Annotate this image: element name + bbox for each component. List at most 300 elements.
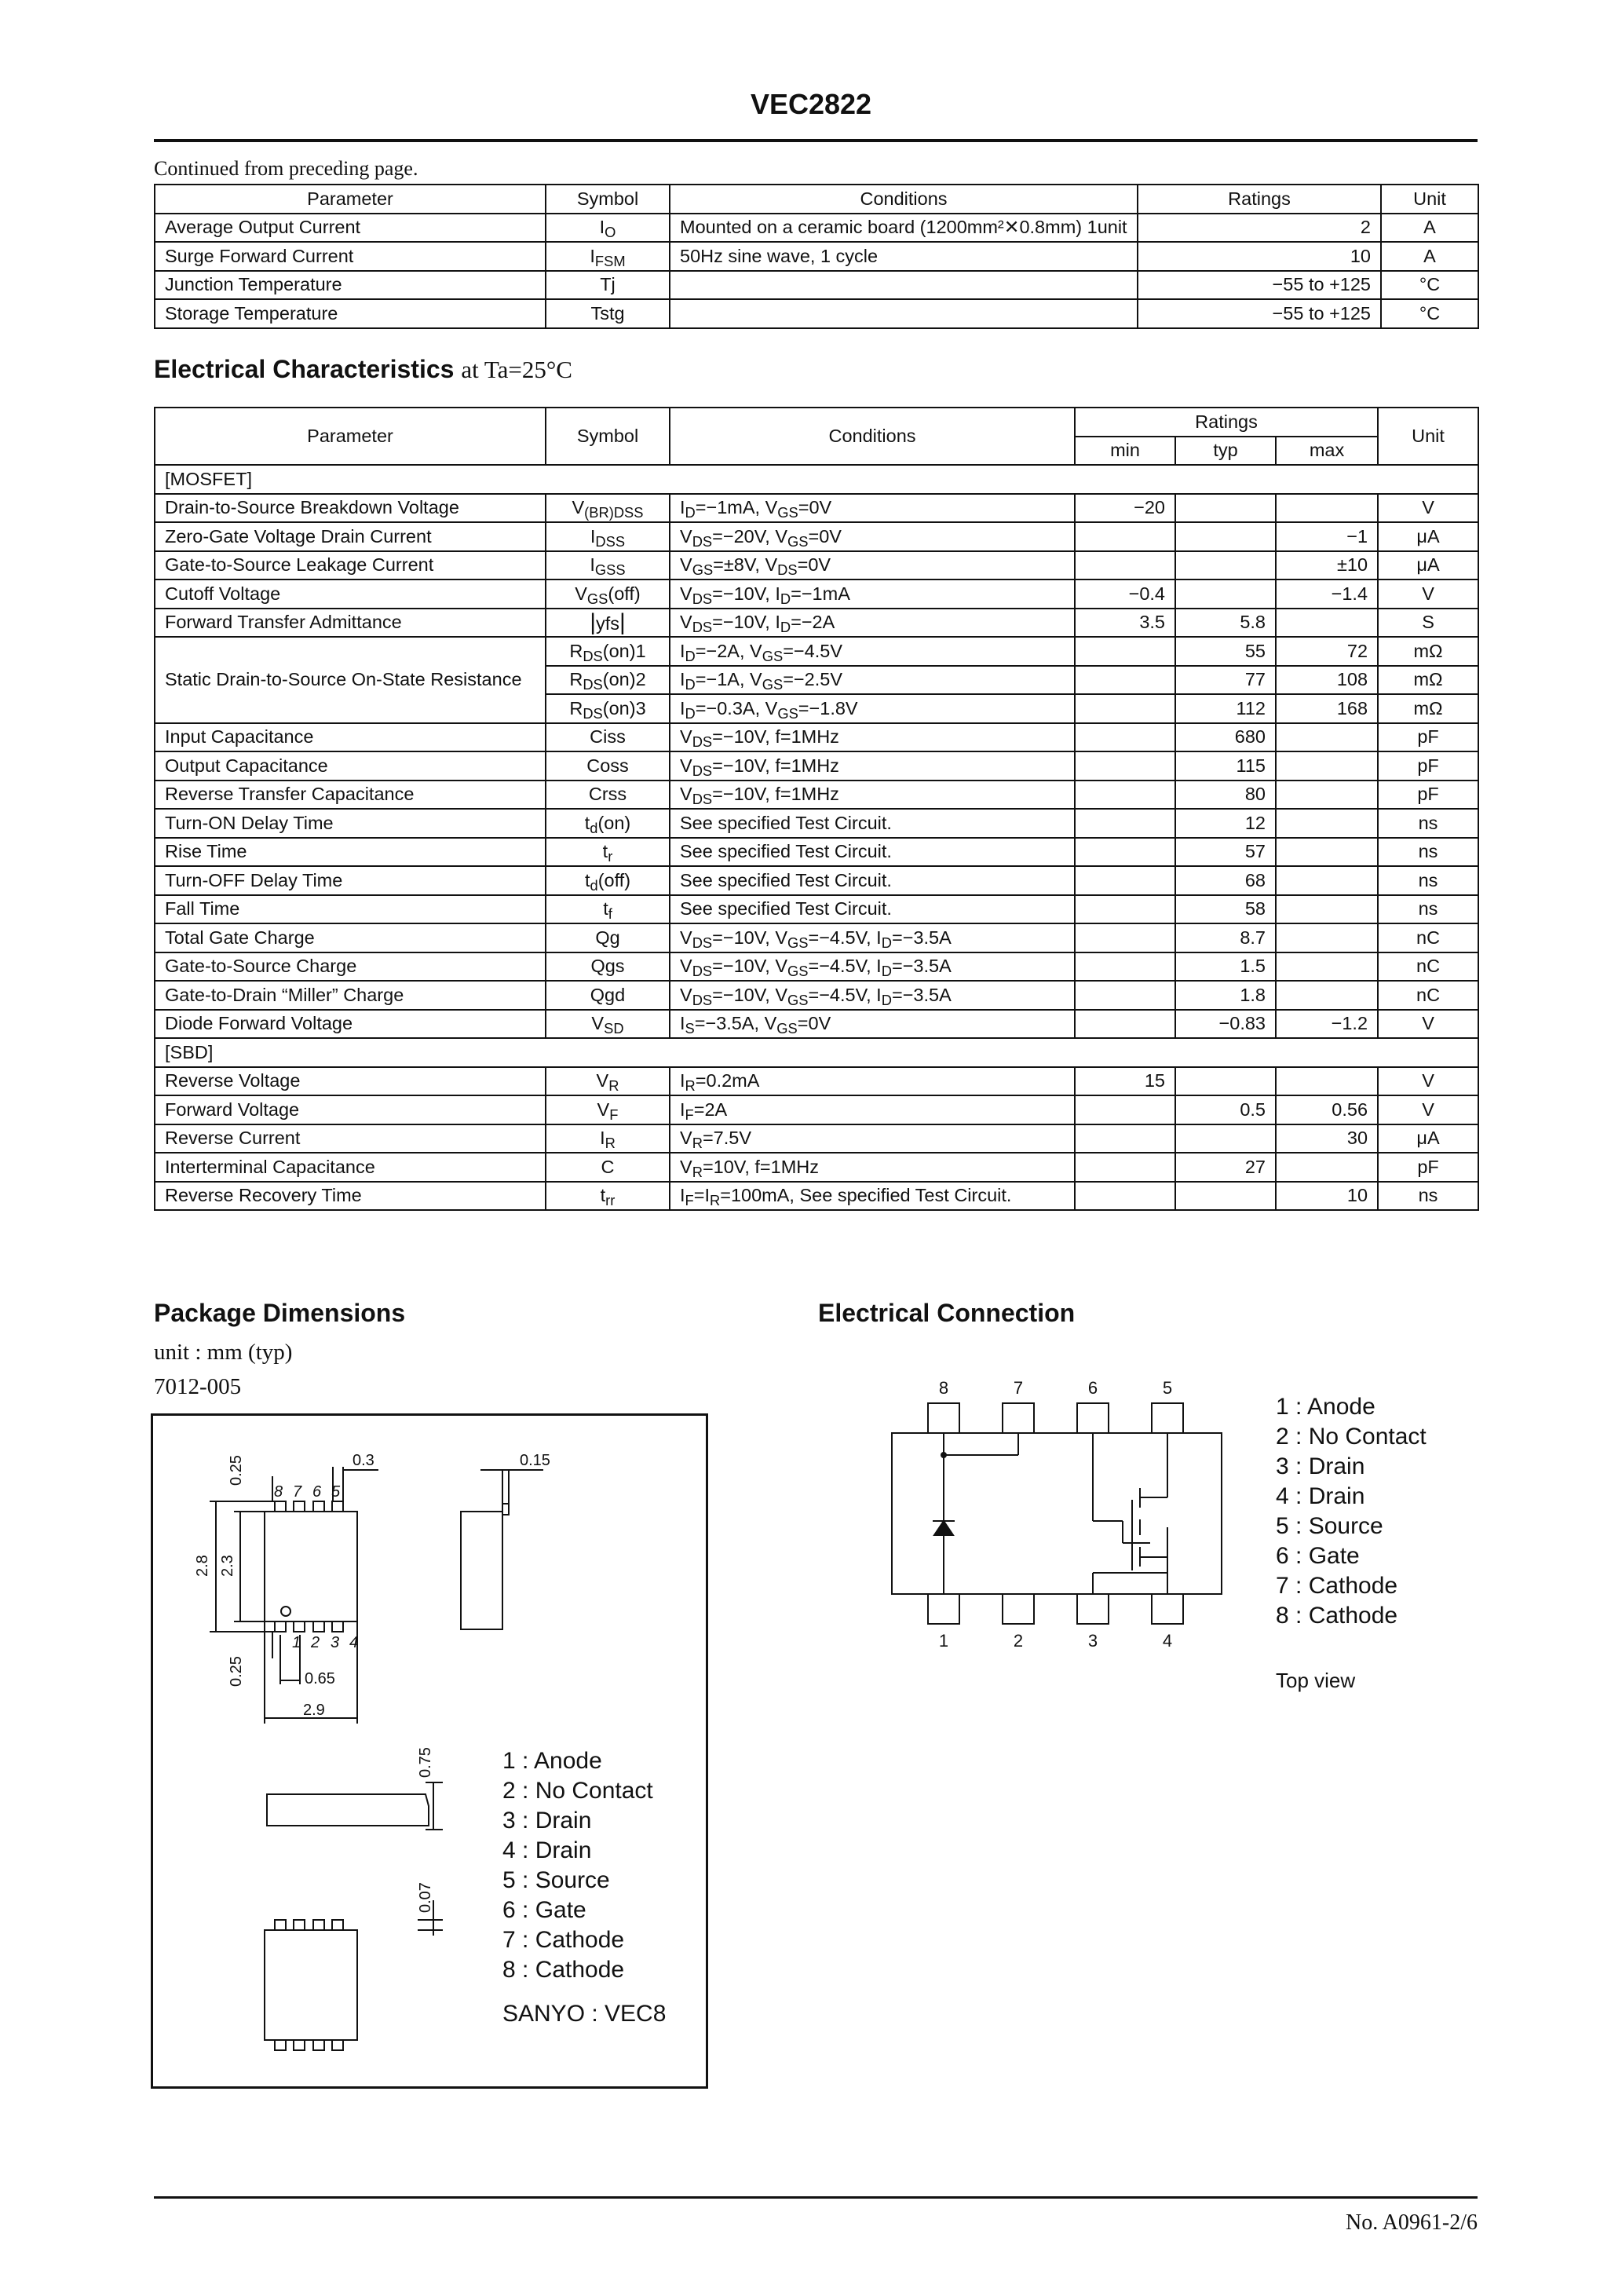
min-cell: [1075, 1153, 1175, 1182]
lead-pad: [313, 2040, 324, 2050]
unit-note: unit : mm (typ): [154, 1340, 293, 1365]
conditions-cell: $V_{DS}=-10V$, f=1MHz: [670, 781, 1075, 810]
conditions-cell: See specified Test Circuit.: [670, 895, 1075, 924]
table-row: [155, 1067, 1478, 1096]
pin-number: 2: [311, 1634, 320, 1651]
lead-pad: [313, 1621, 324, 1632]
table-row: [155, 981, 1478, 1010]
pin-number: 4: [1162, 1631, 1173, 1651]
typ-cell: [1175, 1182, 1276, 1211]
typ-cell: 1.8: [1175, 981, 1276, 1010]
section-label: [MOSFET]: [155, 465, 1478, 494]
electrical-characteristics-heading: [154, 355, 572, 384]
param-cell: Storage Temperature: [155, 299, 546, 328]
electrical-connection-diagram: [879, 1370, 1240, 1700]
continued-note: Continued from preceding page.: [154, 157, 418, 180]
table-row: [155, 1010, 1478, 1039]
dim-label: 0.65: [305, 1670, 335, 1687]
table-header-row: [155, 408, 1478, 437]
pin-number: 6: [312, 1483, 322, 1501]
table-row: [155, 579, 1478, 609]
param-cell: Reverse Transfer Capacitance: [155, 781, 546, 810]
unit-cell: pF: [1378, 1153, 1478, 1182]
symbol-cell: Crss: [546, 781, 670, 810]
pin-pad-2: [1003, 1594, 1034, 1624]
package-outline: [892, 1433, 1222, 1594]
param-cell: Gate-to-Source Charge: [155, 952, 546, 982]
package-code: 7012-005: [154, 1374, 242, 1399]
conditions-cell: $I_R=0.2mA$: [670, 1067, 1075, 1096]
lead-pad: [294, 1621, 305, 1632]
unit-cell: ns: [1378, 838, 1478, 867]
unit-cell: mΩ: [1378, 666, 1478, 695]
param-cell: Fall Time: [155, 895, 546, 924]
dim-label: 0.07: [417, 1882, 434, 1913]
header-ratings: Ratings: [1075, 408, 1378, 437]
param-cell: Junction Temperature: [155, 271, 546, 300]
pin-label: 3 : Drain: [1276, 1453, 1365, 1479]
typ-cell: 112: [1175, 694, 1276, 723]
unit-cell: nC: [1378, 981, 1478, 1010]
min-cell: [1075, 781, 1175, 810]
conditions-cell: 50Hz sine wave, 1 cycle: [670, 242, 1138, 271]
header-max: max: [1276, 437, 1378, 466]
conditions-cell: $V_{GS}=\pm 8V$, $V_{DS}=0V$: [670, 551, 1075, 580]
max-cell: [1276, 895, 1378, 924]
header-conditions: Conditions: [670, 408, 1075, 465]
typ-cell: 8.7: [1175, 923, 1276, 952]
conditions-cell: $V_{DS}=-20V$, $V_{GS}=0V$: [670, 522, 1075, 551]
dim-label: 2.3: [219, 1555, 236, 1577]
conditions-cell: $V_R=7.5V$: [670, 1124, 1075, 1153]
rating-cell: 2: [1138, 214, 1381, 243]
pin-pad-8: [928, 1403, 959, 1433]
symbol-cell: $t_f$: [546, 895, 670, 924]
symbol-cell: $t_r$: [546, 838, 670, 867]
symbol-cell: $V_{(BR)DSS}$: [546, 494, 670, 523]
unit-cell: pF: [1378, 781, 1478, 810]
min-cell: [1075, 809, 1175, 838]
unit-cell: ns: [1378, 1182, 1478, 1211]
unit-cell: ns: [1378, 809, 1478, 838]
param-cell: Total Gate Charge: [155, 923, 546, 952]
typ-cell: [1175, 1124, 1276, 1153]
lead-pad: [275, 1501, 286, 1512]
max-cell: −1.2: [1276, 1010, 1378, 1039]
max-cell: 168: [1276, 694, 1378, 723]
max-cell: [1276, 609, 1378, 638]
symbol-cell: $V_R$: [546, 1067, 670, 1096]
header-rule: [154, 139, 1478, 142]
symbol-sub: O: [605, 224, 616, 241]
unit-cell: μA: [1378, 522, 1478, 551]
symbol-cell: C: [546, 1153, 670, 1182]
pin-number: 3: [331, 1634, 340, 1651]
unit-cell: V: [1378, 1095, 1478, 1124]
max-cell: [1276, 781, 1378, 810]
max-cell: [1276, 838, 1378, 867]
param-cell: Drain-to-Source Breakdown Voltage: [155, 494, 546, 523]
param-cell: Reverse Current: [155, 1124, 546, 1153]
conditions-text: =−10V, f=1MHz: [712, 755, 839, 776]
min-cell: [1075, 751, 1175, 781]
conditions-cell: $V_{DS}=-10V$, $V_{GS}=-4.5V$, $I_D=-3.5A$: [670, 981, 1075, 1010]
dim-label: 2.8: [194, 1555, 211, 1577]
unit-cell: nC: [1378, 952, 1478, 982]
conditions-cell: $I_D=-0.3A$, $V_{GS}=-1.8V$: [670, 694, 1075, 723]
header-typ: typ: [1175, 437, 1276, 466]
table-row: [155, 551, 1478, 580]
header-min: min: [1075, 437, 1175, 466]
footer-rule: [154, 2196, 1478, 2199]
conditions-cell: $V_{DS}=-10V$, $V_{GS}=-4.5V$, $I_D=-3.5A$: [670, 952, 1075, 982]
min-cell: [1075, 838, 1175, 867]
symbol-main: I: [599, 217, 605, 237]
pin-label: 6 : Gate: [1276, 1543, 1360, 1569]
unit-cell: A: [1381, 242, 1478, 271]
conditions-cell: $V_{DS}=-10V$, $V_{GS}=-4.5V$, $I_D=-3.5A$: [670, 923, 1075, 952]
unit-cell: °C: [1381, 299, 1478, 328]
typ-cell: 1.5: [1175, 952, 1276, 982]
unit-cell: pF: [1378, 751, 1478, 781]
pin-label: 5 : Source: [502, 1867, 610, 1893]
min-cell: [1075, 1182, 1175, 1211]
section-row-mosfet: [155, 465, 1478, 494]
typ-cell: [1175, 522, 1276, 551]
param-cell: Diode Forward Voltage: [155, 1010, 546, 1039]
conditions-cell: $I_S=-3.5A$, $V_{GS}=0V$: [670, 1010, 1075, 1039]
symbol-cell: Ciss: [546, 723, 670, 752]
pin-pad-4: [1152, 1594, 1183, 1624]
symbol-cell: $I_R$: [546, 1124, 670, 1153]
max-cell: 0.56: [1276, 1095, 1378, 1124]
symbol-cell: Qgs: [546, 952, 670, 982]
symbol-cell: $V_{GS}(off)$: [546, 579, 670, 609]
dim-label: 0.15: [520, 1452, 550, 1469]
pin-label: 8 : Cathode: [502, 1957, 625, 1983]
pin-pad-3: [1077, 1594, 1109, 1624]
top-view-label: Top view: [1276, 1669, 1356, 1692]
max-cell: 30: [1276, 1124, 1378, 1153]
table-row: [155, 1124, 1478, 1153]
min-cell: [1075, 522, 1175, 551]
symbol-cell: $V_{SD}$: [546, 1010, 670, 1039]
min-cell: [1075, 1010, 1175, 1039]
lead-pad: [294, 1920, 305, 1930]
lead-pad: [294, 1501, 305, 1512]
dim-label: 0.25: [228, 1656, 245, 1687]
pin-label: 2 : No Contact: [502, 1778, 653, 1804]
typ-cell: 5.8: [1175, 609, 1276, 638]
param-cell: Surge Forward Current: [155, 242, 546, 271]
conditions-cell: $I_D=-2A$, $V_{GS}=-4.5V$: [670, 637, 1075, 666]
table-row: [155, 838, 1478, 867]
param-cell: Reverse Recovery Time: [155, 1182, 546, 1211]
pin-label: 1 : Anode: [1276, 1394, 1375, 1420]
conditions-cell: $V_R=10V$, f=1MHz: [670, 1153, 1075, 1182]
table-row: [155, 299, 1478, 328]
min-cell: [1075, 551, 1175, 580]
max-cell: 72: [1276, 637, 1378, 666]
pin-number: 3: [1087, 1631, 1098, 1651]
conditions-cell: $I_F=I_R=100mA$, See specified Test Circuit.: [670, 1182, 1075, 1211]
lead-pad: [275, 1621, 286, 1632]
pin-label: 7 : Cathode: [1276, 1573, 1398, 1599]
max-cell: [1276, 1153, 1378, 1182]
min-cell: [1075, 694, 1175, 723]
table-row: [155, 494, 1478, 523]
max-cell: −1.4: [1276, 579, 1378, 609]
heading-text: Electrical Characteristics: [154, 355, 455, 383]
max-cell: 10: [1276, 1182, 1378, 1211]
param-cell: Input Capacitance: [155, 723, 546, 752]
max-cell: 108: [1276, 666, 1378, 695]
pin-pad-5: [1152, 1403, 1183, 1433]
conditions-cell: $I_D=-1A$, $V_{GS}=-2.5V$: [670, 666, 1075, 695]
rating-cell: −55 to +125: [1138, 299, 1381, 328]
symbol-main: I: [590, 245, 595, 266]
section-label: [SBD]: [155, 1038, 1478, 1067]
unit-cell: mΩ: [1378, 694, 1478, 723]
max-cell: [1276, 981, 1378, 1010]
min-cell: [1075, 981, 1175, 1010]
table-row: [155, 1153, 1478, 1182]
table-row: [155, 923, 1478, 952]
unit-cell: ns: [1378, 895, 1478, 924]
header-parameter: Parameter: [155, 185, 546, 214]
conditions-cell: See specified Test Circuit.: [670, 866, 1075, 895]
param-cell: Turn-ON Delay Time: [155, 809, 546, 838]
table-row: [155, 751, 1478, 781]
max-cell: [1276, 866, 1378, 895]
min-cell: [1075, 866, 1175, 895]
pin-number: 2: [1013, 1631, 1024, 1651]
min-cell: [1075, 637, 1175, 666]
header-conditions: Conditions: [670, 185, 1138, 214]
typ-cell: 68: [1175, 866, 1276, 895]
conditions-cell: [670, 271, 1138, 300]
header-symbol: Symbol: [546, 408, 670, 465]
table-row: [155, 637, 1478, 666]
lead-pad: [313, 1501, 324, 1512]
pin-label: 6 : Gate: [502, 1897, 586, 1923]
package-body-top-view: [265, 1512, 357, 1621]
pin-number: 1: [292, 1634, 301, 1651]
symbol-cell: $t_d(on)$: [546, 809, 670, 838]
part-number-title: VEC2822: [750, 88, 872, 120]
table-row: [155, 214, 1478, 243]
symbol-cell: Qg: [546, 923, 670, 952]
min-cell: 3.5: [1075, 609, 1175, 638]
param-cell: Forward Transfer Admittance: [155, 609, 546, 638]
pin-pad-7: [1003, 1403, 1034, 1433]
pin-pad-1: [928, 1594, 959, 1624]
pin-label: 4 : Drain: [502, 1837, 592, 1863]
unit-cell: V: [1378, 494, 1478, 523]
symbol-cell: $V_F$: [546, 1095, 670, 1124]
param-cell: Zero-Gate Voltage Drain Current: [155, 522, 546, 551]
lead-pad: [332, 1920, 343, 1930]
pin-number: 1: [938, 1631, 949, 1651]
param-cell: Gate-to-Source Leakage Current: [155, 551, 546, 580]
lead-pad: [332, 1501, 343, 1512]
conditions-cell: $V_{DS}=-10V$, $I_D=-1mA$: [670, 579, 1075, 609]
footer-doc-number: No. A0961-2/6: [1346, 2210, 1478, 2235]
max-cell: [1276, 952, 1378, 982]
table-row: [155, 895, 1478, 924]
conditions-text: =−10V, f=1MHz: [712, 784, 839, 804]
header-symbol: Symbol: [546, 185, 670, 214]
package-body-bottom-view: [265, 1930, 357, 2040]
min-cell: 15: [1075, 1067, 1175, 1096]
typ-cell: 27: [1175, 1153, 1276, 1182]
pin-number: 8: [274, 1483, 283, 1501]
lead-pad: [275, 2040, 286, 2050]
heading-note: at Ta=25°C: [461, 356, 572, 383]
pin-number: 5: [331, 1483, 341, 1501]
min-cell: −20: [1075, 494, 1175, 523]
conditions-cell: See specified Test Circuit.: [670, 838, 1075, 867]
dim-label: 0.25: [228, 1455, 245, 1486]
param-cell: Average Output Current: [155, 214, 546, 243]
max-cell: ±10: [1276, 551, 1378, 580]
symbol-sub: FSM: [594, 252, 626, 269]
min-cell: [1075, 952, 1175, 982]
max-cell: [1276, 1067, 1378, 1096]
junction-dot: [941, 1453, 946, 1457]
unit-cell: V: [1378, 1010, 1478, 1039]
max-cell: −1: [1276, 522, 1378, 551]
symbol-cell: [546, 214, 670, 243]
unit-cell: μA: [1378, 1124, 1478, 1153]
pin-label: 7 : Cathode: [502, 1927, 625, 1953]
lead-pad: [275, 1920, 286, 1930]
param-cell: Interterminal Capacitance: [155, 1153, 546, 1182]
unit-cell: A: [1381, 214, 1478, 243]
typ-cell: [1175, 1067, 1276, 1096]
pin-label: 5 : Source: [1276, 1513, 1383, 1539]
lead-pad: [313, 1920, 324, 1930]
param-cell: Forward Voltage: [155, 1095, 546, 1124]
min-cell: [1075, 1095, 1175, 1124]
conditions-text: =−10V, f=1MHz: [712, 726, 839, 747]
table-row: [155, 522, 1478, 551]
pin-label: 1 : Anode: [502, 1748, 602, 1774]
pin-label: 2 : No Contact: [1276, 1424, 1427, 1450]
max-cell: [1276, 723, 1378, 752]
unit-cell: V: [1378, 579, 1478, 609]
pin-number: 4: [349, 1634, 359, 1651]
symbol-cell: $R_{DS}(on)2$: [546, 666, 670, 695]
dim-label: 0.3: [353, 1452, 374, 1469]
connection-pin-list: [1276, 1392, 1427, 1631]
conditions-cell: Mounted on a ceramic board (1200mm²✕0.8mm) 1unit: [670, 214, 1138, 243]
table-row: [155, 609, 1478, 638]
typ-cell: 12: [1175, 809, 1276, 838]
table-row: [155, 866, 1478, 895]
pin-pad-6: [1077, 1403, 1109, 1433]
unit-cell: μA: [1378, 551, 1478, 580]
pin1-marker-icon: [281, 1607, 290, 1616]
header-parameter: Parameter: [155, 408, 546, 465]
table-row: [155, 952, 1478, 982]
table-row: [155, 271, 1478, 300]
pin-number: 8: [938, 1378, 949, 1398]
package-side-view: [461, 1512, 502, 1629]
conditions-cell: $V_{DS}=-10V$, f=1MHz: [670, 751, 1075, 781]
param-cell: Turn-OFF Delay Time: [155, 866, 546, 895]
typ-cell: 115: [1175, 751, 1276, 781]
unit-cell: pF: [1378, 723, 1478, 752]
pin-number: 6: [1087, 1378, 1098, 1398]
typ-cell: [1175, 579, 1276, 609]
symbol-cell: Tstg: [546, 299, 670, 328]
table-row: [155, 242, 1478, 271]
min-cell: [1075, 895, 1175, 924]
table-row: [155, 781, 1478, 810]
min-cell: [1075, 1124, 1175, 1153]
typ-cell: 680: [1175, 723, 1276, 752]
pin-number: 5: [1162, 1378, 1173, 1398]
pin-label: 4 : Drain: [1276, 1483, 1365, 1509]
typ-cell: [1175, 551, 1276, 580]
package-pin-list: [502, 1746, 666, 2029]
absolute-ratings-table: [154, 184, 1479, 329]
lead-pad: [332, 2040, 343, 2050]
unit-cell: S: [1378, 609, 1478, 638]
unit-cell: ns: [1378, 866, 1478, 895]
header-ratings: Ratings: [1138, 185, 1381, 214]
symbol-cell: Coss: [546, 751, 670, 781]
table-row: [155, 1095, 1478, 1124]
param-cell: Output Capacitance: [155, 751, 546, 781]
unit-cell: °C: [1381, 271, 1478, 300]
symbol-cell: [546, 242, 670, 271]
typ-cell: −0.83: [1175, 1010, 1276, 1039]
symbol-cell: $R_{DS}(on)3$: [546, 694, 670, 723]
electrical-characteristics-table: [154, 407, 1479, 1211]
typ-cell: 58: [1175, 895, 1276, 924]
header-unit: Unit: [1381, 185, 1478, 214]
lead-pad: [502, 1504, 509, 1515]
typ-cell: 80: [1175, 781, 1276, 810]
dim-label: 2.9: [303, 1702, 325, 1719]
max-cell: [1276, 923, 1378, 952]
lead-pad: [294, 2040, 305, 2050]
min-cell: −0.4: [1075, 579, 1175, 609]
package-front-view: [267, 1794, 429, 1826]
dim-label: 0.75: [417, 1747, 434, 1778]
unit-cell: V: [1378, 1067, 1478, 1096]
section-row-sbd: [155, 1038, 1478, 1067]
pin-number: 7: [293, 1483, 302, 1501]
table-row: [155, 809, 1478, 838]
conditions-cell: [670, 299, 1138, 328]
symbol-cell: $R_{DS}(on)1$: [546, 637, 670, 666]
symbol-cell: Qgd: [546, 981, 670, 1010]
rating-cell: −55 to +125: [1138, 271, 1381, 300]
typ-cell: 77: [1175, 666, 1276, 695]
conditions-cell: See specified Test Circuit.: [670, 809, 1075, 838]
package-brand: SANYO : VEC8: [502, 2001, 667, 2027]
unit-cell: nC: [1378, 923, 1478, 952]
symbol-cell: $t_d(off)$: [546, 866, 670, 895]
table-row: [155, 723, 1478, 752]
table-row: [155, 1182, 1478, 1211]
max-cell: [1276, 809, 1378, 838]
rating-cell: 10: [1138, 242, 1381, 271]
typ-cell: 0.5: [1175, 1095, 1276, 1124]
